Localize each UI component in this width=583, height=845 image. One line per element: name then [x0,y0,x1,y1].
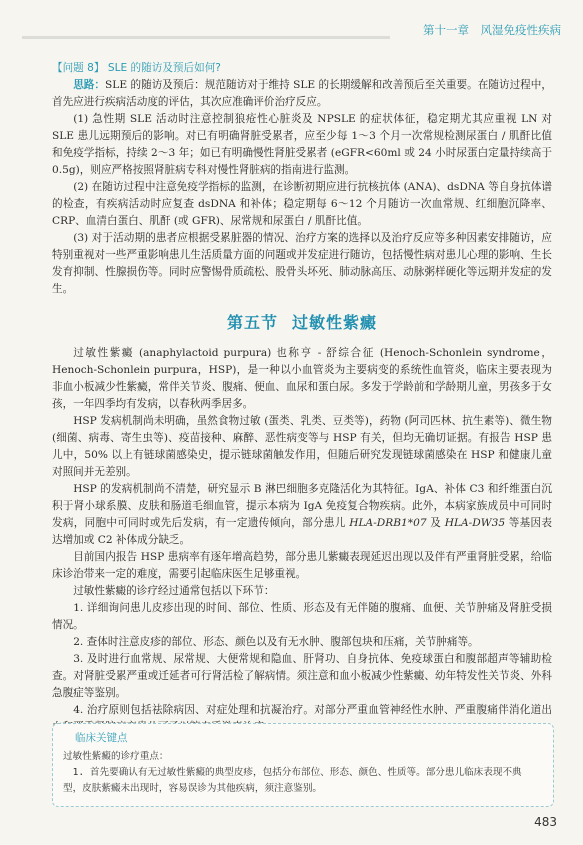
idea-text: SLE 的随访及预后：规范随访对于维持 SLE 的长期缓解和改善预后至关重要。在随访过程中，首先应进行疾病活动度的评估，其次应准确评价治疗反应。 [52,79,553,108]
followup-point-2: (2) 在随访过程中注意免疫学指标的监测，在诊断初期应进行抗核抗体 (ANA)、dsDNA 等自身抗体谱的检查，有疾病活动时应复查 dsDNA 和补体；稳定期每 6～12 个月随访一次血常规、红细胞沉降率、CRP、血清白蛋白、肌酐 (或 GFR)、尿常规和尿蛋白 / 肌酐比值。 [52,181,552,227]
keypoints-subtitle: 过敏性紫癜的诊疗重点： [63,751,169,762]
body-paragraph-1: 过敏性紫癜 (anaphylactoid purpura) 也称亨 - 舒综合征 (Henoch-Schonlein syndrome，Henoch-Schonlein purpura，HSP)，是一种以小血管炎为主要病变的系统性血管炎，临床主要表现为非血小板减少性紫癜，常伴关节炎、腹痛、便血、血尿和蛋白尿。多发于学龄前和学龄期儿童，男孩多于女孩，一年四季均有发病，以春秋两季居多。 [52,347,552,410]
question-title: 【问题 8】 SLE 的随访及预后如何? [52,62,221,74]
followup-point-3: (3) 对于活动期的患者应根据受累脏器的情况、治疗方案的选择以及治疗反应等多种因素安排随访，应特别重视对一些严重影响患儿生活质量方面的问题或并发症进行随访，包括慢性病对患儿心理的影响、生长发育抑制、性腺损伤等。同时应警惕骨质疏松、股骨头坏死、肺动脉高压、动脉粥样硬化等远期并发症的发生。 [52,232,552,295]
body-paragraph-3-text-b: 等基因表达增加或 C2 补体成分缺乏。 [52,517,552,546]
idea-paragraph [52,77,552,111]
gene-hla-drb1: HLA-DRB1*07 [349,517,427,529]
diagnosis-step-3: 3. 及时进行血常规、尿常规、大便常规和隐血、肝肾功、自身抗体、免疫球蛋白和腹部超声等辅助检查。对肾脏受累严重或迁延者可行肾活检了解病情。须注意和血小板减少性紫癜、幼年特发性关节炎、外科急腹症等鉴别。 [52,653,552,699]
body-paragraph-2: HSP 发病机制尚未明确，虽然食物过敏 (蛋类、乳类、豆类等)，药物 (阿司匹林、抗生素等)、微生物 (细菌、病毒、寄生虫等)、疫苗接种、麻醉、恶性病变等与 HSP 有关，但均无确切证据。有报告 HSP 患儿中，50% 以上有链球菌感染史，提示链球菌触发作用，但随后研究发现链球菌感染在 HSP 和健康儿童对照间并无差别。 [52,415,552,478]
section-heading [52,310,552,333]
keypoints-item-1: 1. 首先要确认有无过敏性紫癜的典型皮疹，包括分布部位、形态、颜色、性质等。部分患儿临床表现不典型，皮肤紫癜未出现时，容易误诊为其他疾病，须注意鉴别。 [63,767,522,794]
diagnosis-step-2: 2. 查体时注意皮疹的部位、形态、颜色以及有无水肿、腹部包块和压痛，关节肿痛等。 [73,636,479,648]
body-paragraph-4: 目前国内报告 HSP 患病率有逐年增高趋势，部分患儿紫癜表现延迟出现以及伴有严重肾脏受累，给临床诊治带来一定的难度，需要引起临床医生足够重视。 [52,551,552,580]
body-paragraph-3 [52,481,552,549]
keypoints-title: 临床关键点 [75,732,128,744]
body-paragraph-3-text-a: HSP 的发病机制尚不清楚，研究显示 B 淋巴细胞多克隆活化为其特征。IgA、补体 C3 和纤维蛋白沉积于肾小球系膜、皮肤和肠道毛细血管，提示本病为 IgA 免疫复合物疾病。此外，本病家族成员中可同时发病，同胞中可同时或先后发病，有一定遗传倾向，部分患儿 [52,483,552,529]
clinical-keypoints-box [52,723,554,807]
gene-hla-dw35: HLA-DW35 [444,517,506,529]
section-name: 过敏性紫癜 [292,313,378,332]
diagnosis-step-1: 1. 详细询问患儿皮疹出现的时间、部位、性质、形态及有无伴随的腹痛、血便、关节肿痛及肾脏受损情况。 [52,602,552,631]
diagnosis-step-4: 4. 治疗原则包括祛除病因、对症处理和抗凝治疗。对部分严重血管神经性水肿、严重腹痛伴消化道出 [73,704,552,716]
keypoints-body [63,749,539,797]
body-paragraph-3-text-mid: 及 [426,517,445,529]
chapter-title: 第十一章 风湿免疫性疾病 [423,23,561,37]
idea-label: 思路： [73,79,106,91]
page-header [0,0,583,44]
main-content [52,60,552,736]
header-rule [22,36,390,39]
section-number: 第五节 [226,313,278,332]
page-number: 483 [534,815,557,829]
followup-point-1: (1) 急性期 SLE 活动时注意控制狼疮性心脏炎及 NPSLE 的症状体征，稳定期尤其应重视 LN 对 SLE 患儿远期预后的影响。对已有明确肾脏受累者，应至少每 1～3 个月一次常规检测尿蛋白 / 肌酐比值和免疫学指标，持续 2～3 年；如已有明确慢性肾脏受累者 (eGFR<60ml 或 24 小时尿蛋白定量持续高于 0.5g)，则应严格按照肾脏病专科对慢性肾脏病的指南进行监测。 [52,113,552,176]
body-paragraph-5: 过敏性紫癜的诊疗经过通常包括以下环节： [73,585,275,597]
